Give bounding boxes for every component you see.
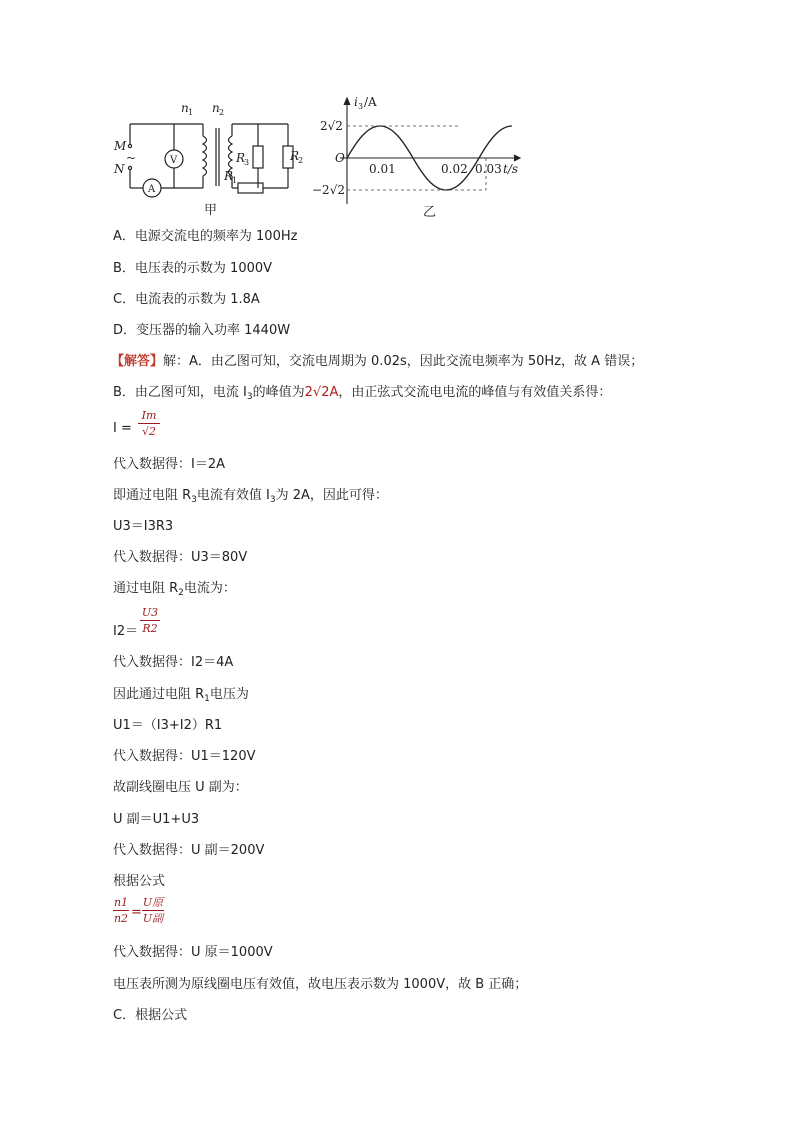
x-tick-001: 0.01 [369, 162, 396, 176]
x-tick-002: 0.02 [441, 162, 468, 176]
solution-line-8: 代入数据得：I2＝4A [113, 655, 234, 670]
solution-line-17: 电压表所测为原线圈电压有效值，故电压表示数为 1000V，故 B 正确； [113, 977, 528, 992]
ammeter-label: A [148, 184, 156, 195]
option-d: D．变压器的输入功率 1440W [113, 323, 291, 338]
voltmeter-label: V [170, 155, 178, 166]
caption-yi: 乙 [423, 205, 437, 220]
x-tick-003: 0.03 [475, 162, 502, 176]
y-tick-max: 2√2 [320, 119, 343, 133]
eq2-fraction: U3 R2 [141, 606, 159, 635]
eq2-lhs: I2＝ [113, 624, 139, 639]
ac-source-symbol: ~ [126, 151, 137, 165]
solution-line-15: 根据公式 [113, 874, 166, 889]
solution-line-6: 代入数据得：U3＝80V [113, 550, 248, 565]
peak-value: 2√2A [304, 385, 339, 400]
solution-line-7: 通过电阻 $R_2$电流为： [113, 581, 236, 598]
y-axis-label: i [354, 95, 358, 109]
option-b: B．电压表的示数为 1000V [113, 261, 273, 276]
solution-line-4: 即通过电阻 $R_3$电流有效值 $I_3$为 2A，因此可得： [113, 488, 388, 505]
eq3-right-fraction: U原 U副 [142, 896, 164, 925]
origin-label: O [335, 151, 345, 165]
solution-text-a: 解：A．由乙图可知，交流电周期为 0.02s，因此交流电频率为 50Hz，故 A 错误； [163, 354, 644, 369]
solution-line-11: 代入数据得：U1＝120V [113, 749, 256, 764]
label-n1-sub: 1 [188, 108, 194, 117]
x-axis-label: t/s [503, 162, 519, 176]
solution-line-12: 故副线圈电压 U 副为： [113, 780, 248, 795]
y-axis-label-sub: 3 [358, 102, 364, 111]
label-r1-sub: 1 [232, 176, 238, 185]
y-axis-unit: /A [364, 95, 377, 109]
solution-line-13: U 副＝U1+U3 [113, 812, 200, 827]
current-waveform-graph [312, 92, 520, 220]
y-tick-min: −2√2 [312, 183, 345, 197]
eq1-lhs: I = [113, 421, 132, 436]
solution-line-1 [111, 353, 643, 371]
label-n2-sub: 2 [219, 108, 225, 117]
solution-tag: 【解答】 [111, 354, 164, 369]
caption-jia: 甲 [204, 203, 218, 218]
eq3-left-fraction: n1 n2 [113, 896, 129, 925]
label-r3: R [236, 151, 246, 165]
label-r2-sub: 2 [298, 156, 304, 165]
eq1-fraction: Im √2 [138, 409, 160, 438]
solution-line-2: B．由乙图可知，电流 $I_3$的峰值为2√2A，由正弦式交流电电流的峰值与有效值关系得： [113, 385, 612, 402]
label-n1: n [181, 101, 189, 115]
option-a: A．电源交流电的频率为 100Hz [113, 229, 298, 244]
label-n2: n [212, 101, 220, 115]
label-n: N [114, 162, 125, 176]
option-c: C．电流表的示数为 1.8A [113, 292, 260, 307]
solution-line-3: 代入数据得：I＝2A [113, 457, 225, 472]
solution-line-14: 代入数据得：U 副＝200V [113, 843, 265, 858]
eq3-equals: = [131, 905, 142, 920]
label-r2: R [290, 149, 300, 163]
solution-line-10: U1＝（I3+I2）R1 [113, 718, 223, 733]
label-r3-sub: 3 [244, 158, 250, 167]
label-m: M [114, 139, 127, 153]
solution-line-18: C．根据公式 [113, 1008, 188, 1023]
resistor-r3 [253, 146, 263, 168]
circuit-diagram [108, 98, 308, 218]
resistor-r1 [238, 183, 263, 193]
solution-line-5: U3＝I3R3 [113, 519, 174, 534]
solution-line-9: 因此通过电阻 $R_1$电压为 [113, 687, 249, 704]
label-r1: R [224, 169, 234, 183]
solution-line-16: 代入数据得：U 原＝1000V [113, 945, 273, 960]
